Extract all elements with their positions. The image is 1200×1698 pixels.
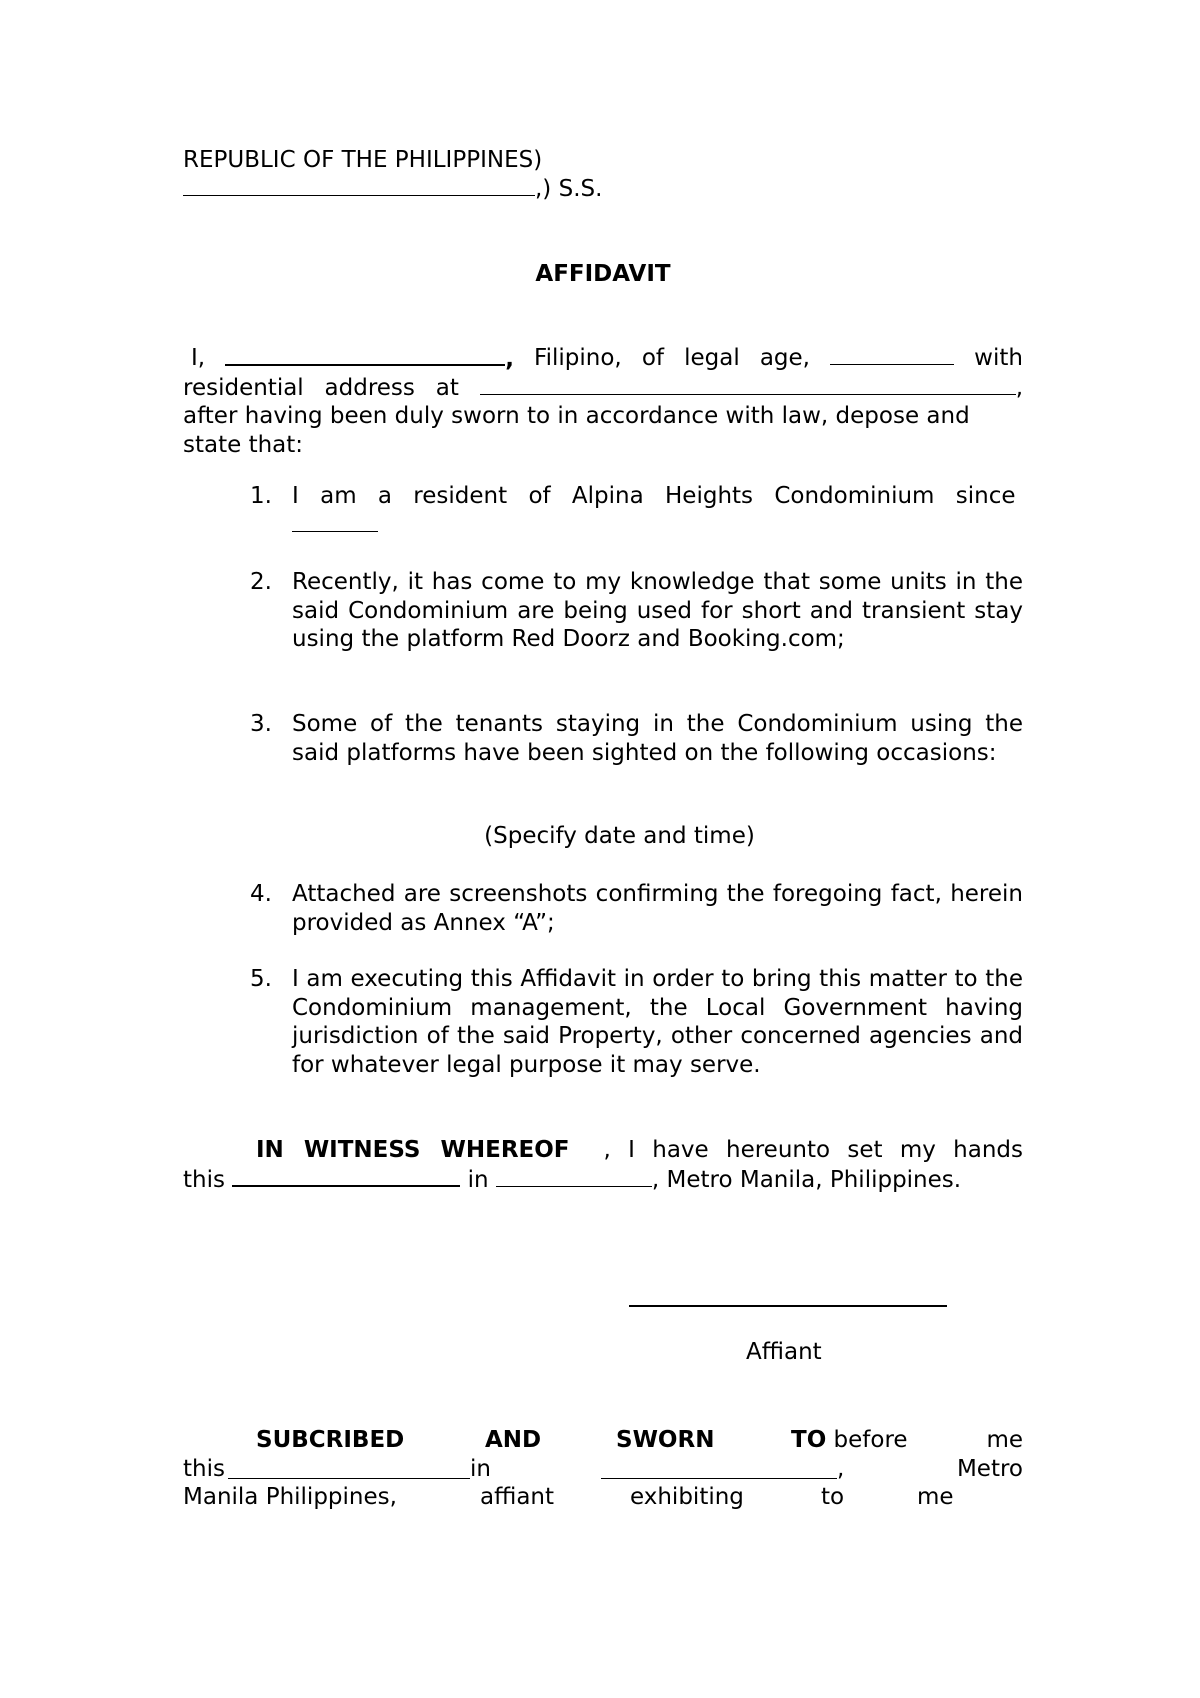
list-item: [250, 880, 1023, 937]
jurat-exhibiting: exhibiting: [630, 1484, 744, 1510]
jurat-in: in: [470, 1455, 491, 1482]
intro-residential: residential: [183, 374, 304, 401]
intro-filipino: Filipino,: [534, 345, 622, 371]
item-number: 2.: [250, 569, 272, 595]
item-text-line: [292, 482, 1023, 511]
witness-paragraph: [183, 1136, 1023, 1194]
intro-legal: legal: [684, 345, 740, 371]
item-text: [292, 482, 1023, 539]
jurat-me: me: [986, 1427, 1023, 1453]
intro-i: I,: [191, 345, 206, 371]
item-number: 5.: [250, 966, 272, 992]
item-number: 1.: [250, 483, 272, 509]
venue-city-line: [183, 175, 602, 203]
intro-line-4: state that:: [183, 431, 304, 458]
witness-in: in: [467, 1166, 489, 1193]
witness-rest: , I have hereunto set my hands: [603, 1137, 1023, 1163]
witness-heading: IN WITNESS WHEREOF: [256, 1137, 570, 1163]
venue-republic: REPUBLIC OF THE PHILIPPINES): [183, 147, 543, 173]
venue-ss: ,) S.S.: [535, 176, 603, 202]
item-5-text: I am executing this Affidavit in order to bring this matter to the Condominium management, the Local Government having jurisdiction of the said Property, other concerned agencies and for whatever legal purpose it may serve.: [292, 966, 1023, 1078]
intro-age: age,: [759, 345, 810, 371]
jurat-subscribed: SUBCRIBED: [256, 1427, 405, 1453]
intro-line-2: [183, 374, 1023, 403]
address-field: [480, 374, 1023, 403]
list-item: [250, 482, 1023, 539]
document-title: AFFIDAVIT: [535, 261, 671, 287]
jurat-before: before: [826, 1427, 908, 1453]
intro-address: address: [324, 374, 415, 401]
address-comma: ,: [1015, 374, 1023, 401]
jurat-line-3: [183, 1483, 1023, 1512]
intro-at: at: [435, 374, 459, 401]
jurat-to-me: to: [821, 1484, 845, 1510]
jurat-affiant: affiant: [480, 1484, 555, 1510]
civil-status-blank[interactable]: [830, 344, 954, 365]
witness-day-blank[interactable]: [232, 1165, 460, 1187]
affiant-label: Affiant: [746, 1339, 822, 1365]
jurat-me-2: me: [917, 1484, 954, 1510]
specify-note: (Specify date and time): [484, 823, 755, 849]
jurat-this: this: [183, 1455, 225, 1482]
item-1-text: I am a resident of Alpina Heights Condominium since: [292, 483, 1016, 509]
affiant-name-field: [225, 344, 514, 374]
intro-with: with: [974, 345, 1023, 371]
jurat-to: TO: [791, 1427, 827, 1453]
intro-paragraph: [183, 344, 1023, 459]
item-number: 4.: [250, 881, 272, 907]
list-item: [250, 710, 1023, 767]
intro-line-3: after having been duly sworn to in accordance with law, depose and: [183, 403, 970, 429]
address-blank[interactable]: [480, 374, 1016, 395]
jurat-day-blank[interactable]: [228, 1458, 470, 1479]
list-item: [250, 965, 1023, 1079]
item-3-text: Some of the tenants staying in the Condominium using the said platforms have been sighted on the following occasions:: [292, 711, 1023, 766]
venue-blank[interactable]: [183, 175, 535, 196]
jurat-comma: ,: [837, 1455, 845, 1482]
witness-line-2: [183, 1165, 1023, 1195]
jurat-line-1: [183, 1426, 1023, 1455]
item-4-text: Attached are screenshots confirming the foregoing fact, herein provided as Annex “A”;: [292, 881, 1023, 936]
jurat-sworn: SWORN: [616, 1427, 715, 1453]
intro-of: of: [641, 345, 664, 371]
jurat-line-2: [183, 1455, 1023, 1484]
affiant-signature-line[interactable]: [629, 1305, 947, 1307]
name-blank[interactable]: [225, 344, 505, 366]
jurat-metro: Metro: [956, 1455, 1023, 1482]
list-item: [250, 568, 1023, 654]
witness-line-1: [183, 1136, 1023, 1165]
witness-end: , Metro Manila, Philippines.: [651, 1166, 962, 1193]
witness-city-blank[interactable]: [496, 1166, 652, 1187]
item-2-text: Recently, it has come to my knowledge that some units in the said Condominium are being used for short and transient stay using the platform Red Doorz and Booking.com;: [292, 569, 1023, 652]
name-comma: ,: [505, 346, 514, 372]
jurat-city-blank[interactable]: [601, 1458, 837, 1479]
since-date-blank[interactable]: [292, 511, 378, 532]
jurat-manila: Manila Philippines,: [183, 1484, 397, 1510]
witness-this: this: [183, 1166, 225, 1193]
jurat-and: AND: [485, 1427, 542, 1453]
jurat-paragraph: [183, 1426, 1023, 1512]
item-number: 3.: [250, 711, 272, 737]
intro-line-1: [183, 344, 1023, 374]
